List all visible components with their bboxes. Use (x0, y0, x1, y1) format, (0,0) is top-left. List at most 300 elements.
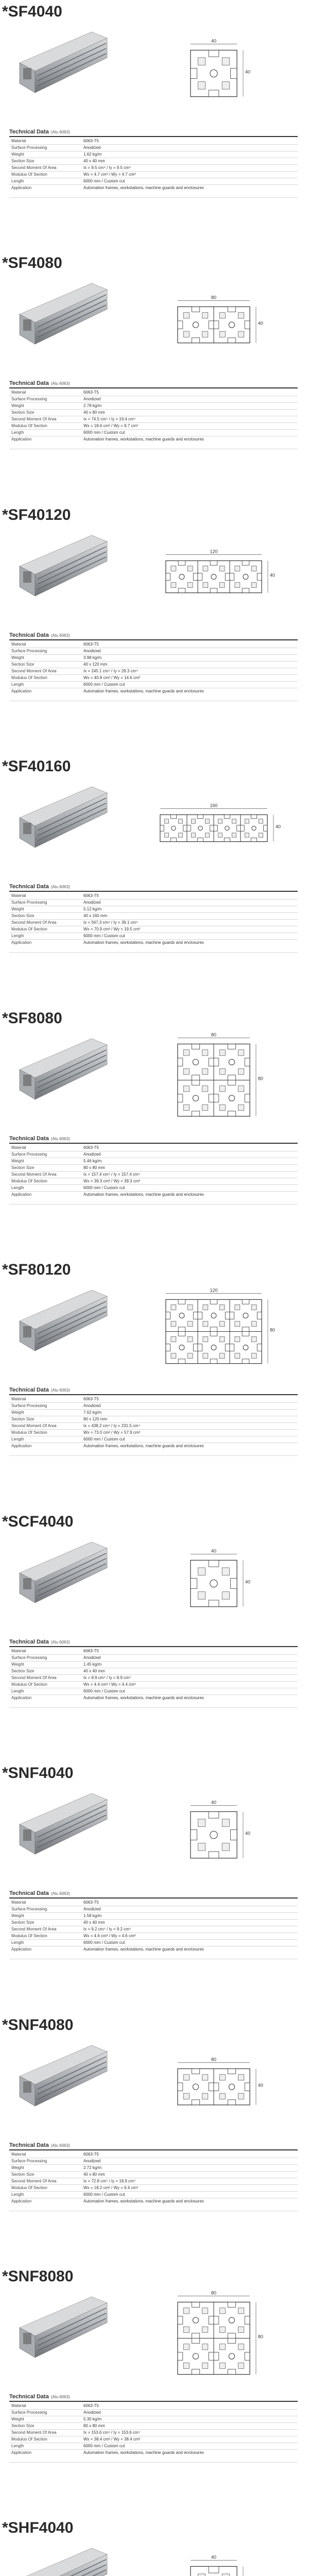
spec-value: Anodized (83, 2410, 101, 2415)
slot-left (178, 2082, 183, 2090)
corner-cavity (222, 58, 229, 65)
slot-top (192, 1080, 199, 1085)
corner-cavity (203, 583, 208, 588)
corner-cavity (191, 819, 195, 823)
spec-key: Weight (11, 655, 24, 660)
spec-key: Weight (11, 2165, 24, 2170)
spec-key: Modulus Of Section (11, 1430, 47, 1435)
spec-key: Material (11, 1648, 26, 1653)
spec-key: Section Size (11, 1668, 35, 1673)
product-section (0, 503, 309, 755)
spec-value: Ix = 8.9 cm⁴ / Iy = 8.9 cm⁴ (83, 1675, 131, 1680)
spec-value: 1.58 kg/m (83, 1913, 102, 1919)
corner-cavity (183, 2344, 189, 2350)
spec-key: Application (11, 437, 32, 442)
spec-row (9, 2178, 298, 2185)
slot-bottom (228, 1075, 235, 1080)
spec-value: Anodized (83, 397, 101, 402)
slot-top (192, 307, 199, 312)
spec-row (9, 641, 298, 648)
spec-value: 40 x 40 mm (83, 159, 105, 163)
corner-cavity (183, 1105, 189, 1110)
spec-key: Length (11, 1940, 24, 1945)
corner-cavity (178, 819, 182, 823)
corner-cavity (232, 833, 236, 837)
spec-row (9, 1178, 298, 1185)
spec-value: Automation frames, workstations, machine guards and enclosures (83, 1444, 204, 1449)
spec-value: 6000 mm / Custom cut (83, 1940, 125, 1945)
spec-key: Modulus Of Section (11, 423, 47, 429)
spec-key: Section Size (11, 159, 35, 163)
end-slot (23, 1326, 31, 1337)
spec-key: Length (11, 1437, 24, 1442)
spec-row (9, 1403, 298, 1410)
spec-value: 6000 mm / Custom cut (83, 1688, 125, 1693)
spec-row (9, 1443, 298, 1456)
spec-row (9, 906, 298, 913)
spec-row (9, 1682, 298, 1688)
spec-value: 6000 mm / Custom cut (83, 1185, 125, 1190)
spec-key: Material (11, 2403, 26, 2408)
product-title: *SF4040 (2, 3, 62, 20)
spec-row (9, 662, 298, 668)
slot-right (193, 573, 198, 581)
slot-right (209, 2316, 214, 2324)
slot-left (178, 321, 183, 329)
spec-value: 6063-T5 (83, 2403, 99, 2408)
spec-value: Ix = 74.5 cm⁴ / Iy = 19.4 cm⁴ (83, 417, 136, 422)
spec-row (9, 1436, 298, 1443)
slot-left (198, 1344, 202, 1351)
slot-right (245, 321, 250, 329)
slot-left (230, 1312, 234, 1319)
technical-data-table (9, 1136, 298, 1205)
slot-right (245, 2352, 250, 2360)
technical-data-table (9, 1639, 298, 1708)
technical-data-table (9, 884, 298, 953)
profile-drawing (129, 1284, 299, 1379)
corner-cavity (222, 1591, 229, 1599)
slot-top (210, 561, 217, 565)
slot-top (209, 50, 219, 57)
corner-cavity (183, 1049, 189, 1055)
technical-data-table (9, 380, 298, 449)
profile-drawing (129, 1787, 299, 1883)
corner-cavity (183, 1069, 189, 1074)
slot-right (209, 1094, 214, 1102)
spec-row (9, 2172, 298, 2178)
spec-row (9, 1688, 298, 1695)
corner-cavity (218, 819, 222, 823)
spec-key: Modulus Of Section (11, 2185, 47, 2190)
slot-top (209, 1560, 219, 1567)
product-title: *SF80120 (2, 1261, 71, 1279)
slot-bottom (251, 838, 256, 842)
spec-row (9, 920, 298, 926)
technical-data-heading: Technical Data (Alu 6063) (9, 380, 298, 388)
corner-cavity (202, 2363, 208, 2368)
corner-cavity (219, 2074, 225, 2080)
slot-right (245, 2082, 250, 2090)
spec-row (9, 436, 298, 449)
technical-data-heading: Technical Data (Alu 6063) (9, 1136, 298, 1144)
product-title: *SNF4080 (2, 2016, 74, 2033)
slot-left (214, 1058, 219, 1066)
technical-data-heading: Technical Data (Alu 6063) (9, 2142, 298, 2150)
spec-key: Length (11, 1688, 24, 1693)
spec-key: Modulus Of Section (11, 927, 47, 932)
profile-drawing (129, 2542, 299, 2576)
product-section (0, 1510, 309, 1761)
slot-right (230, 1578, 237, 1588)
center-bore (229, 2317, 234, 2323)
slot-bottom (209, 1600, 219, 1607)
spec-key: Weight (11, 1662, 24, 1667)
corner-cavity (202, 1049, 208, 1055)
spec-key: Section Size (11, 662, 35, 667)
corner-cavity (259, 819, 263, 823)
slot-right (257, 1312, 262, 1319)
spec-row (9, 185, 298, 198)
spec-row (9, 1662, 298, 1668)
slot-left (160, 825, 164, 831)
spec-value: 6063-T5 (83, 641, 99, 647)
spec-value: 6063-T5 (83, 1900, 99, 1905)
slot-left (187, 825, 191, 831)
spec-key: Modulus Of Section (11, 675, 47, 680)
corner-cavity (219, 1086, 225, 1091)
corner-cavity (205, 833, 209, 837)
spec-key: Surface Processing (11, 2158, 47, 2163)
spec-key: Weight (11, 2416, 24, 2421)
spec-row (9, 1668, 298, 1675)
corner-cavity (238, 2074, 244, 2080)
corner-cavity (219, 2363, 225, 2368)
spec-key: Length (11, 682, 24, 687)
slot-top (228, 307, 235, 312)
spec-key: Modulus Of Section (11, 172, 47, 177)
spec-row (9, 1900, 298, 1906)
slot-bottom (209, 1852, 219, 1858)
center-bore (198, 826, 202, 831)
spec-value: Anodized (83, 1655, 101, 1660)
slot-top (242, 561, 249, 565)
spec-key: Material (11, 641, 26, 647)
spec-key: Weight (11, 152, 24, 157)
corner-cavity (238, 313, 244, 318)
corner-cavity (219, 313, 225, 318)
dimension-width-label: 80 (211, 1032, 217, 1038)
spec-key: Material (11, 2151, 26, 2157)
spec-value: 80 x 120 mm (83, 1417, 108, 1422)
product-section (0, 755, 309, 1006)
spec-row (9, 389, 298, 396)
spec-row (9, 1946, 298, 1959)
spec-value: 6000 mm / Custom cut (83, 682, 125, 687)
spec-value: Anodized (83, 2158, 101, 2163)
technical-data-heading: Technical Data (Alu 6063) (9, 1639, 298, 1647)
profile-photo (14, 782, 112, 854)
dimension-height-label: 80 (258, 1076, 264, 1081)
product-title: *SF4080 (2, 255, 62, 272)
corner-cavity (219, 2344, 225, 2350)
corner-cavity (202, 2074, 208, 2080)
corner-cavity (251, 1353, 256, 1359)
spec-key: Application (11, 1947, 32, 1952)
spec-row (9, 2443, 298, 2450)
spec-value: 7.62 kg/m (83, 1410, 102, 1415)
corner-cavity (219, 332, 225, 337)
slot-left (166, 1312, 170, 1319)
profile-drawing (129, 26, 299, 121)
spec-row (9, 1695, 298, 1708)
corner-cavity (183, 2308, 189, 2314)
slot-bottom (210, 1359, 217, 1364)
corner-cavity (219, 2327, 225, 2332)
spec-row (9, 1933, 298, 1940)
spec-row (9, 1151, 298, 1158)
corner-cavity (238, 2363, 244, 2368)
product-title: *SHF4040 (2, 2519, 74, 2537)
center-bore (193, 2317, 198, 2323)
slot-right (209, 321, 214, 329)
corner-cavity (187, 566, 193, 571)
dimension-height-label: 40 (245, 1579, 251, 1585)
slot-top (178, 561, 185, 565)
slot-left (191, 69, 197, 79)
corner-cavity (219, 583, 225, 588)
slot-right (209, 2352, 214, 2360)
slot-top (192, 2302, 199, 2307)
spec-key: Length (11, 1185, 24, 1190)
slot-top (228, 2302, 235, 2307)
spec-row (9, 2158, 298, 2165)
spec-row (9, 1430, 298, 1436)
spec-key: Material (11, 1397, 26, 1402)
slot-top (210, 1332, 217, 1336)
spec-row (9, 410, 298, 416)
slot-right (257, 573, 262, 581)
technical-data-table (9, 2394, 298, 2463)
slot-bottom (192, 1111, 199, 1116)
end-slot (23, 1578, 31, 1589)
spec-value: Wx = 4.4 cm³ / Wy = 4.4 cm³ (83, 1682, 136, 1687)
spec-value: 40 x 40 mm (83, 1668, 105, 1673)
spec-value: 5.46 kg/m (83, 1158, 102, 1163)
spec-value: Automation frames, workstations, machine guards and enclosures (83, 1695, 204, 1700)
slot-right (245, 1058, 250, 1066)
spec-value: Automation frames, workstations, machine guards and enclosures (83, 1947, 204, 1952)
spec-key: Length (11, 430, 24, 435)
spec-row (9, 2423, 298, 2430)
corner-cavity (222, 1843, 229, 1851)
spec-key: Modulus Of Section (11, 1682, 47, 1687)
center-bore (211, 574, 216, 579)
slot-top (251, 815, 256, 819)
slot-top (228, 1044, 235, 1049)
slot-right (183, 825, 187, 831)
spec-key: Surface Processing (11, 1403, 47, 1409)
center-bore (243, 1345, 248, 1350)
spec-key: Surface Processing (11, 900, 47, 905)
spec-key: Application (11, 1444, 32, 1449)
center-bore (229, 2353, 234, 2359)
spec-key: Application (11, 1192, 32, 1197)
corner-cavity (198, 1591, 205, 1599)
spec-key: Weight (11, 907, 24, 912)
spec-value: Anodized (83, 1403, 101, 1409)
slot-left (214, 2082, 219, 2090)
center-bore (193, 2083, 198, 2089)
spec-value: Anodized (83, 1151, 101, 1157)
spec-value: Wx = 4.6 cm³ / Wy = 4.6 cm³ (83, 1934, 136, 1939)
slot-top (197, 815, 203, 819)
spec-row (9, 668, 298, 675)
spec-row (9, 145, 298, 151)
corner-cavity (187, 583, 193, 588)
profile-photo (14, 2040, 112, 2112)
corner-cavity (245, 833, 249, 837)
slot-right (257, 1344, 262, 1351)
spec-key: Section Size (11, 2423, 35, 2428)
technical-data-table (9, 2142, 298, 2211)
spec-key: Application (11, 185, 32, 190)
spec-key: Surface Processing (11, 397, 47, 402)
profile-drawing (129, 2039, 299, 2134)
slot-right (209, 1058, 214, 1066)
spec-value: 40 x 160 mm (83, 913, 108, 919)
spec-key: Section Size (11, 410, 35, 415)
technical-data-heading: Technical Data (Alu 6063) (9, 1890, 298, 1899)
profile-photo (14, 27, 112, 99)
center-bore (229, 2083, 234, 2089)
end-slot (23, 1829, 31, 1841)
spec-value: Wx = 18.2 cm³ / Wy = 9.4 cm³ (83, 2185, 138, 2190)
spec-value: Wx = 18.6 cm³ / Wy = 9.7 cm³ (83, 423, 138, 429)
product-title: *SNF8080 (2, 2267, 74, 2285)
dimension-height-label: 40 (245, 1831, 251, 1836)
product-section (0, 1258, 309, 1510)
spec-row (9, 648, 298, 655)
slot-bottom (209, 90, 219, 97)
spec-row (9, 1416, 298, 1423)
product-section (0, 1761, 309, 2013)
corner-cavity (219, 2093, 225, 2099)
spec-row (9, 1940, 298, 1946)
corner-cavity (171, 583, 176, 588)
spec-key: Weight (11, 403, 24, 409)
spec-value: 6063-T5 (83, 139, 99, 143)
corner-cavity (219, 566, 225, 571)
end-slot (23, 823, 31, 834)
corner-cavity (203, 1321, 208, 1327)
spec-key: Application (11, 2450, 32, 2455)
spec-row (9, 1165, 298, 1172)
technical-data-table (9, 1387, 298, 1456)
corner-cavity (232, 819, 236, 823)
end-slot (23, 2081, 31, 2093)
profile-drawing (129, 781, 299, 876)
profile-drawing (129, 529, 299, 624)
slot-bottom (192, 2099, 199, 2105)
spec-key: Second Moment Of Area (11, 920, 57, 925)
corner-cavity (222, 1568, 229, 1575)
slot-bottom (210, 1327, 217, 1332)
spec-value: 6000 mm / Custom cut (83, 179, 125, 183)
corner-cavity (238, 1086, 244, 1091)
spec-key: Surface Processing (11, 145, 47, 150)
corner-cavity (198, 1843, 205, 1851)
spec-row (9, 2430, 298, 2436)
slot-right (245, 2316, 250, 2324)
corner-cavity (235, 566, 240, 571)
corner-cavity (198, 82, 205, 89)
product-title: *SF40120 (2, 506, 71, 523)
corner-cavity (198, 58, 205, 65)
corner-cavity (238, 2344, 244, 2350)
end-slot (23, 571, 31, 583)
dimension-height-label: 40 (258, 2082, 264, 2088)
corner-cavity (202, 1086, 208, 1091)
dimension-height-label: 80 (258, 2334, 264, 2340)
slot-right (230, 69, 237, 79)
spec-value: Wx = 70.9 cm³ / Wy = 19.5 cm³ (83, 927, 141, 932)
corner-cavity (178, 833, 182, 837)
corner-cavity (219, 1353, 225, 1359)
corner-cavity (219, 1105, 225, 1110)
corner-cavity (235, 583, 240, 588)
spec-value: Ix = 438.2 cm⁴ / Iy = 231.5 cm⁴ (83, 1423, 141, 1429)
center-bore (210, 70, 217, 77)
corner-cavity (183, 332, 189, 337)
slot-bottom (228, 2333, 235, 2338)
spec-row (9, 2165, 298, 2172)
profile-drawing (129, 1032, 299, 1128)
slot-right (193, 1344, 198, 1351)
slot-top (170, 815, 176, 819)
product-title: *SNF4040 (2, 1765, 74, 1782)
spec-key: Material (11, 139, 26, 143)
corner-cavity (187, 1353, 193, 1359)
profile-photo (14, 1033, 112, 1106)
dimension-width-label: 120 (210, 549, 218, 554)
slot-top (178, 1332, 185, 1336)
corner-cavity (235, 1321, 240, 1327)
slot-bottom (242, 588, 249, 593)
slot-left (191, 1830, 197, 1840)
spec-row (9, 893, 298, 900)
slot-bottom (228, 2099, 235, 2105)
center-bore (171, 826, 176, 831)
dimension-width-label: 80 (211, 295, 217, 300)
slot-bottom (210, 588, 217, 593)
slot-left (214, 2352, 219, 2360)
spec-key: Surface Processing (11, 2410, 47, 2415)
slot-bottom (192, 1075, 199, 1080)
slot-left (178, 2352, 183, 2360)
dimension-height-label: 40 (245, 69, 251, 75)
spec-row (9, 1920, 298, 1926)
slot-left (214, 321, 219, 329)
center-bore (229, 322, 234, 328)
slot-bottom (192, 2369, 199, 2375)
spec-key: Application (11, 688, 32, 693)
spec-key: Surface Processing (11, 648, 47, 653)
spec-row (9, 1423, 298, 1430)
technical-data-heading: Technical Data (Alu 6063) (9, 129, 298, 137)
spec-key: Section Size (11, 1920, 35, 1925)
spec-value: 6063-T5 (83, 2151, 99, 2157)
